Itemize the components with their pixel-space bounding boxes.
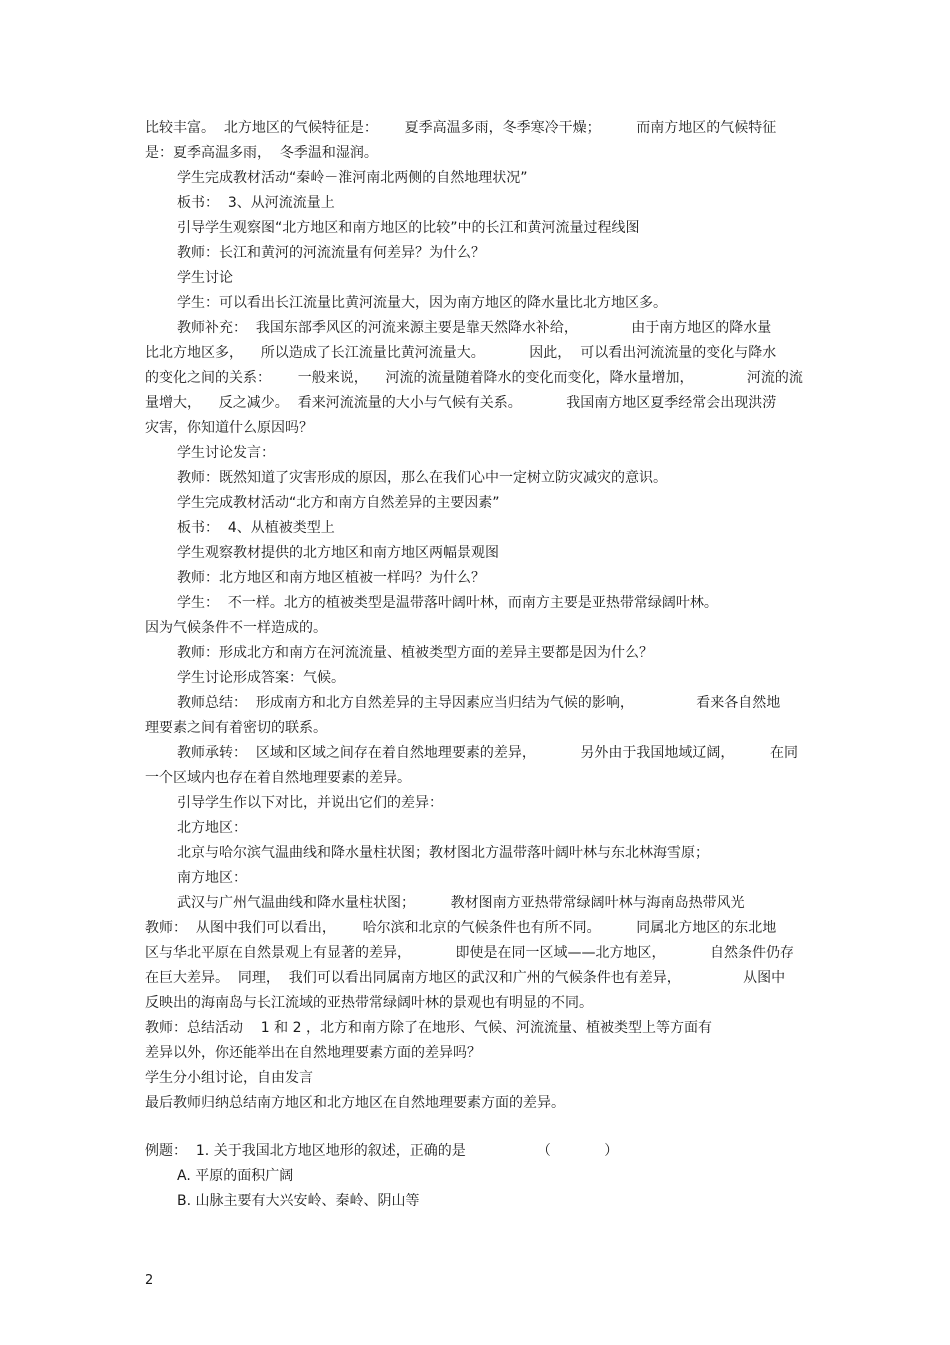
option-b: B. 山脉主要有大兴安岭、秦岭、阴山等 xyxy=(177,1193,420,1209)
text-line: 灾害，你知道什么原因吗？ xyxy=(145,420,313,436)
text-line: 区与华北平原在自然景观上有显著的差异， 即使是在同一区域——北方地区， 自然条件仍存 xyxy=(145,945,795,961)
text-line: 南方地区： xyxy=(177,870,247,886)
text-line: 引导学生观察图“北方地区和南方地区的比较”中的长江和黄河流量过程线图 xyxy=(177,220,640,236)
text-line: 反映出的海南岛与长江流域的亚热带常绿阔叶林的景观也有明显的不同。 xyxy=(145,995,593,1011)
text-line: 学生分小组讨论，自由发言 xyxy=(145,1070,313,1086)
text-line: 最后教师归纳总结南方地区和北方地区在自然地理要素方面的差异。 xyxy=(145,1095,565,1111)
text-line: 学生完成教材活动“北方和南方自然差异的主要因素” xyxy=(177,495,500,511)
text-line: 理要素之间有着密切的联系。 xyxy=(145,720,327,736)
text-line: 差异以外，你还能举出在自然地理要素方面的差异吗？ xyxy=(145,1045,481,1061)
text-line: 教师承转： 区域和区域之间存在着自然地理要素的差异， 另外由于我国地域辽阔， 在同 xyxy=(177,745,799,761)
option-a: A. 平原的面积广阔 xyxy=(177,1168,294,1184)
text-line: 量增大， 反之减少。 看来河流流量的大小与气候有关系。 我国南方地区夏季经常会出现洪涝 xyxy=(145,395,777,411)
text-line: 在巨大差异。 同理， 我们可以看出同属南方地区的武汉和广州的气候条件也有差异， 从图中 xyxy=(145,970,786,986)
text-line: 学生讨论 xyxy=(177,270,233,286)
text-line: 教师补充： 我国东部季风区的河流来源主要是靠天然降水补给， 由于南方地区的降水量 xyxy=(177,320,772,336)
text-line: 板书： 3、从河流流量上 xyxy=(177,195,335,211)
text-line: 引导学生作以下对比，并说出它们的差异： xyxy=(177,795,443,811)
text-line: 学生观察教材提供的北方地区和南方地区两幅景观图 xyxy=(177,545,499,561)
text-line: 比较丰富。 北方地区的气候特征是： 夏季高温多雨，冬季寒冷干燥； 而南方地区的气候特征 xyxy=(145,120,777,136)
text-line: 学生完成教材活动“秦岭－淮河南北两侧的自然地理状况” xyxy=(177,170,528,186)
text-line: 学生：可以看出长江流量比黄河流量大，因为南方地区的降水量比北方地区多。 xyxy=(177,295,667,311)
text-line: 学生： 不一样。北方的植被类型是温带落叶阔叶林，而南方主要是亚热带常绿阔叶林。 xyxy=(177,595,718,611)
text-line: 学生讨论发言： xyxy=(177,445,275,461)
page-number: 2 xyxy=(145,1273,154,1288)
text-line: 学生讨论形成答案：气候。 xyxy=(177,670,345,686)
text-line: 板书： 4、从植被类型上 xyxy=(177,520,335,536)
text-line: 教师：形成北方和南方在河流流量、植被类型方面的差异主要都是因为什么？ xyxy=(177,645,653,661)
text-line: 是：夏季高温多雨， 冬季温和湿润。 xyxy=(145,145,378,161)
text-line: 教师总结： 形成南方和北方自然差异的主导因素应当归结为气候的影响， 看来各自然地 xyxy=(177,695,781,711)
text-line: 武汉与广州气温曲线和降水量柱状图； 教材图南方亚热带常绿阔叶林与海南岛热带风光 xyxy=(177,895,745,911)
text-line: 教师：北方地区和南方地区植被一样吗？为什么？ xyxy=(177,570,485,586)
text-line: 北京与哈尔滨气温曲线和降水量柱状图；教材图北方温带落叶阔叶林与东北林海雪原； xyxy=(177,845,709,861)
example-question: 例题： 1. 关于我国北方地区地形的叙述，正确的是 （ ） xyxy=(145,1143,619,1159)
text-line: 一个区域内也存在着自然地理要素的差异。 xyxy=(145,770,411,786)
text-line: 教师：既然知道了灾害形成的原因，那么在我们心中一定树立防灾减灾的意识。 xyxy=(177,470,667,486)
text-line: 教师：总结活动 1 和 2 ，北方和南方除了在地形、气候、河流流量、植被类型上等方面有 xyxy=(145,1020,712,1036)
text-line: 因为气候条件不一样造成的。 xyxy=(145,620,327,636)
text-line: 教师：长江和黄河的河流流量有何差异？为什么？ xyxy=(177,245,485,261)
text-line: 北方地区： xyxy=(177,820,247,836)
text-line: 比北方地区多， 所以造成了长江流量比黄河流量大。 因此， 可以看出河流流量的变化与降水 xyxy=(145,345,777,361)
text-line: 教师： 从图中我们可以看出， 哈尔滨和北京的气候条件也有所不同。 同属北方地区的东北地 xyxy=(145,920,777,936)
text-line: 的变化之间的关系： 一般来说， 河流的流量随着降水的变化而变化，降水量增加， 河流的流 xyxy=(145,370,803,386)
